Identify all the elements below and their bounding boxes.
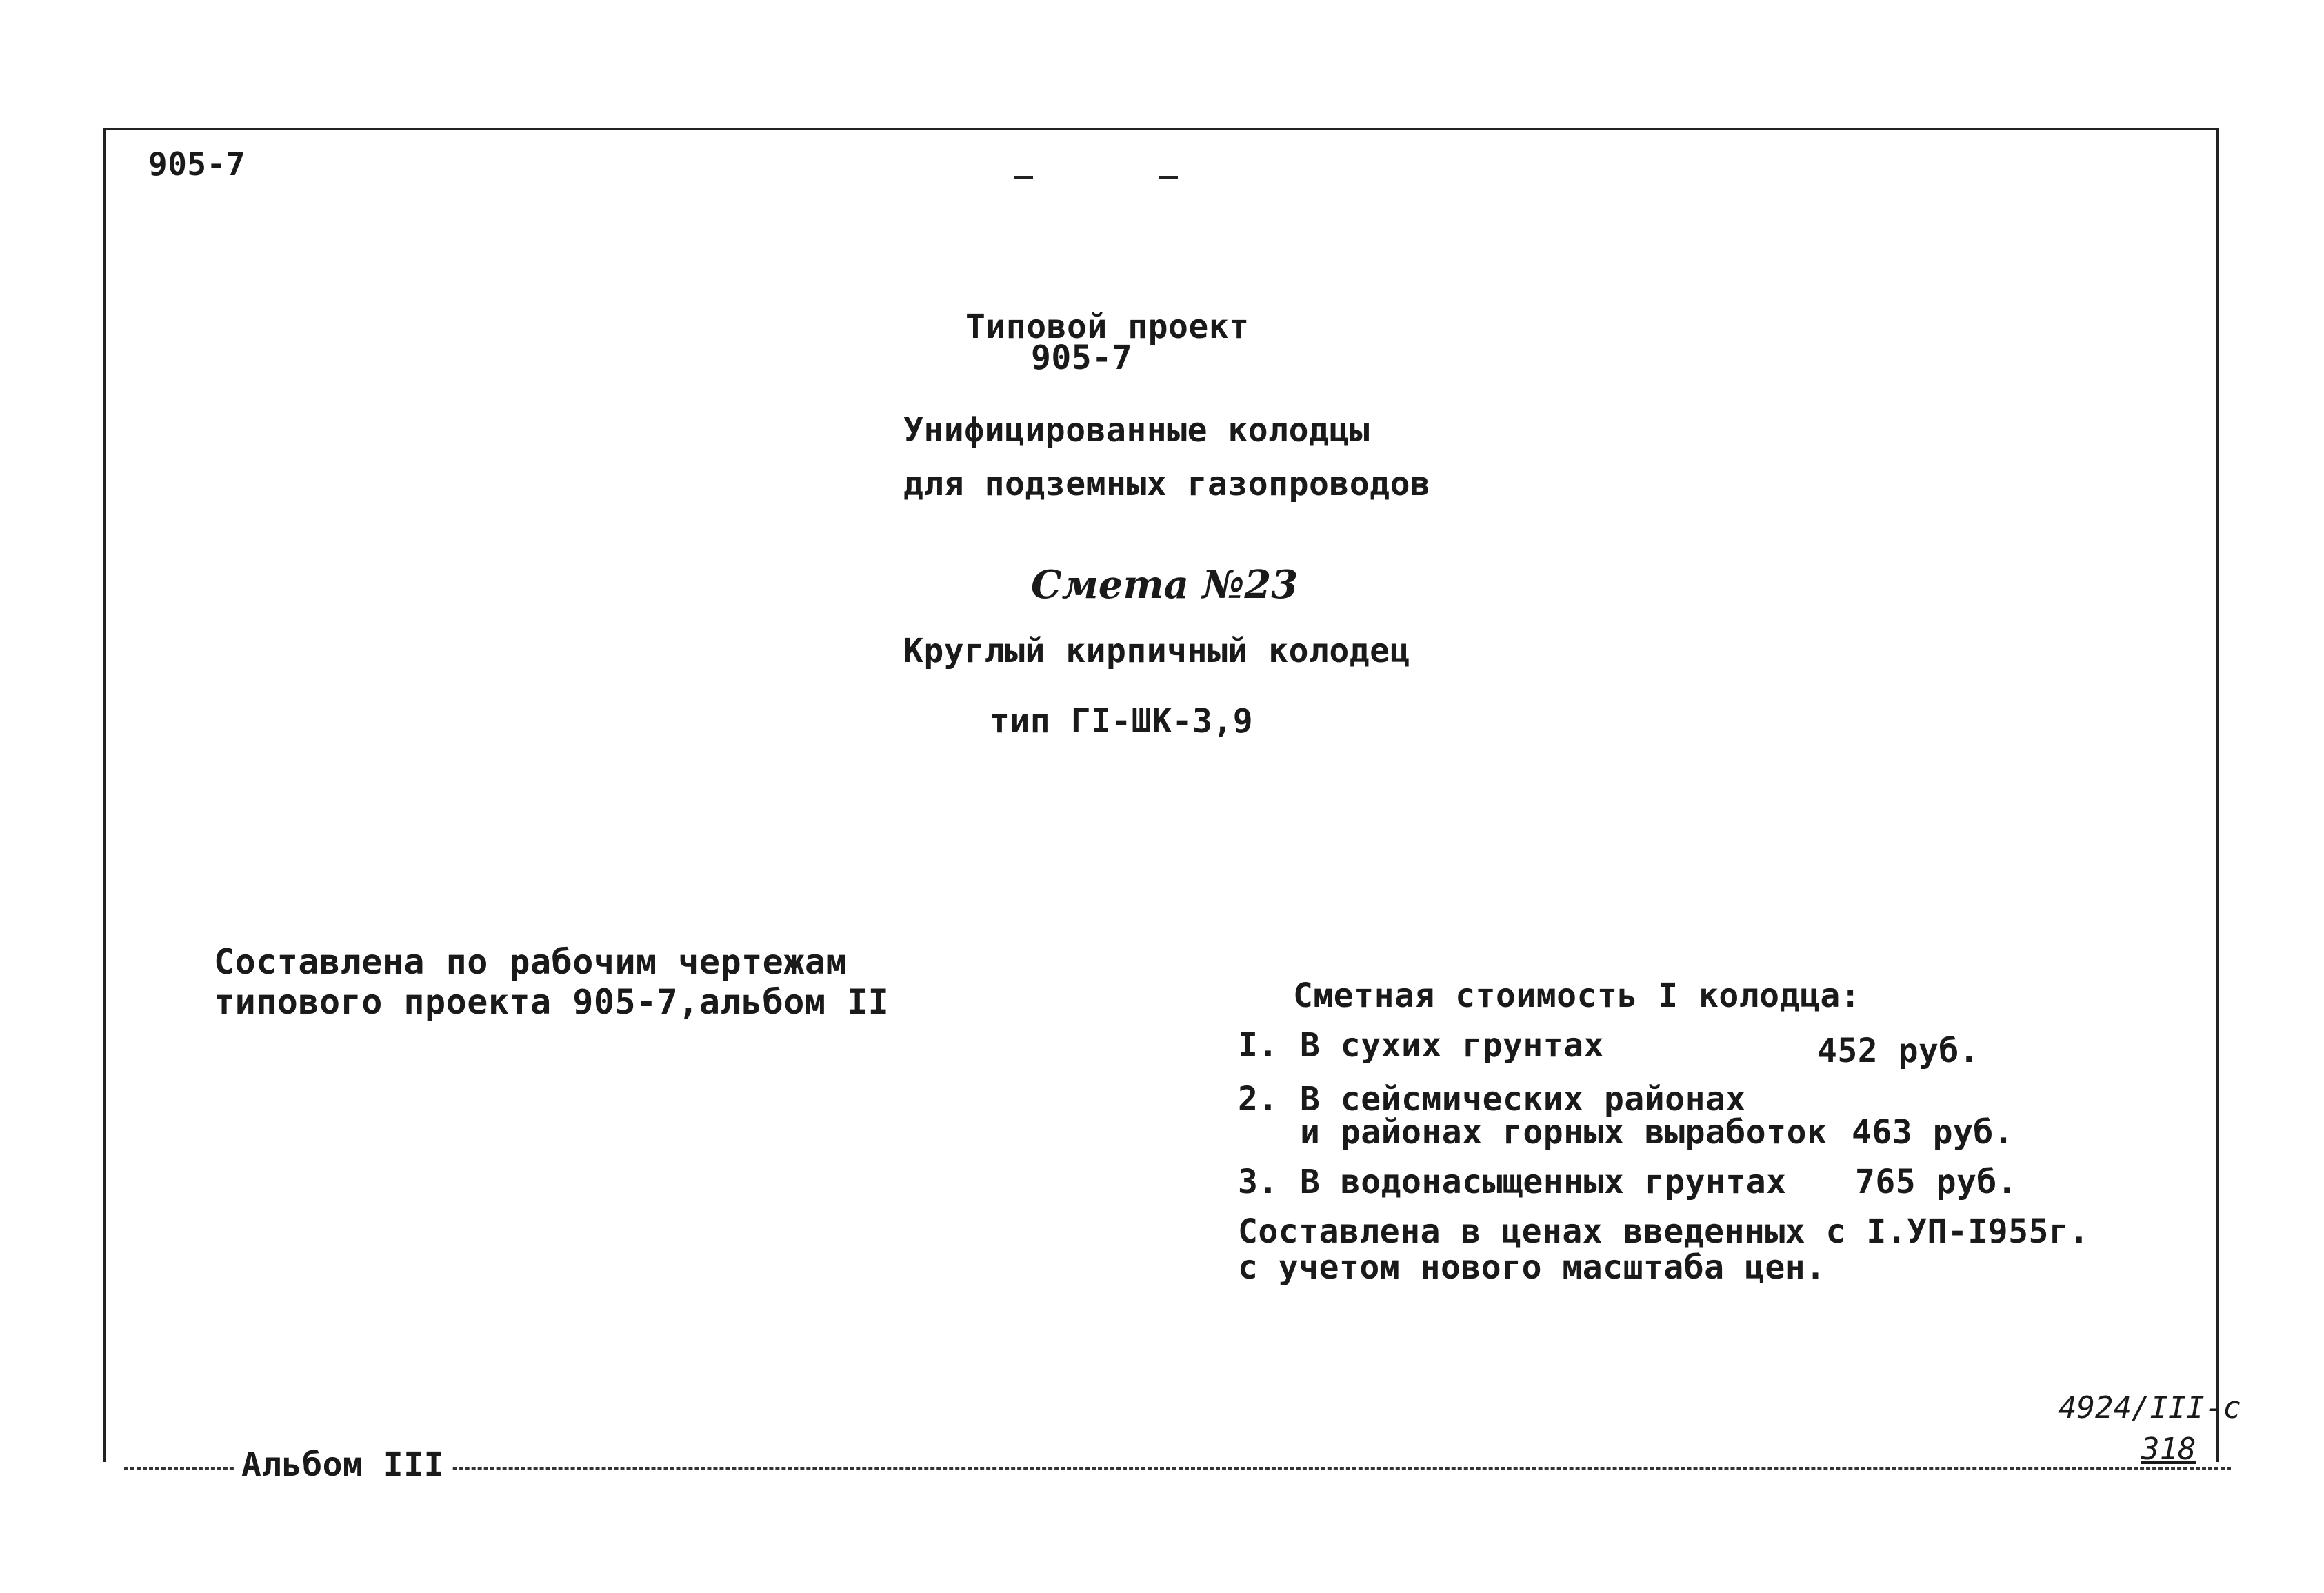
title-line2: 905-7 — [1031, 339, 1132, 377]
composed-line1: Составлена по рабочим чертежам — [214, 942, 848, 982]
cost-item2-value: 463 руб. — [1852, 1113, 2014, 1152]
cost-heading: Сметная стоимость I колодца: — [1293, 976, 1861, 1015]
smeta-number: Смета №23 — [1031, 562, 1299, 608]
title-line4: для подземных газопроводов — [903, 465, 1431, 503]
title-line5: Круглый кирпичный колодец — [903, 632, 1410, 670]
cost-item2-text2: и районах горных выработок — [1300, 1113, 1827, 1152]
cost-note2: с учетом нового масштаба цен. — [1238, 1248, 1826, 1287]
cost-item1-num: I. — [1238, 1026, 1279, 1065]
cost-item1-value: 452 руб. — [1817, 1032, 1980, 1070]
cost-item3-text: В водонасыщенных грунтах — [1300, 1163, 1787, 1201]
title-line1: Типовой проект — [965, 308, 1250, 346]
footer-album: Альбом III — [234, 1448, 451, 1481]
title-line6: тип ГI-ШК-3,9 — [990, 702, 1254, 741]
stamp-sheet: 318 — [2141, 1432, 2196, 1467]
cost-item1-text: В сухих грунтах — [1300, 1026, 1604, 1065]
cost-item3-value: 765 руб. — [1855, 1163, 2018, 1201]
title-line3: Унифицированные колодцы — [903, 411, 1370, 450]
header-dash-right — [1159, 176, 1178, 179]
composed-line2: типового проекта 905-7,альбом II — [214, 982, 890, 1022]
cost-item3-num: 3. — [1238, 1163, 1279, 1201]
stamp-number: 4924/III-с — [2058, 1390, 2241, 1425]
cost-item2-text: В сейсмических районах — [1300, 1080, 1746, 1119]
cost-item2-num: 2. — [1238, 1080, 1279, 1119]
cost-note1: Составлена в ценах введенных с I.УП-I955г. — [1238, 1212, 2090, 1251]
header-dash-left — [1014, 176, 1033, 179]
header-code: 905-7 — [148, 146, 246, 183]
